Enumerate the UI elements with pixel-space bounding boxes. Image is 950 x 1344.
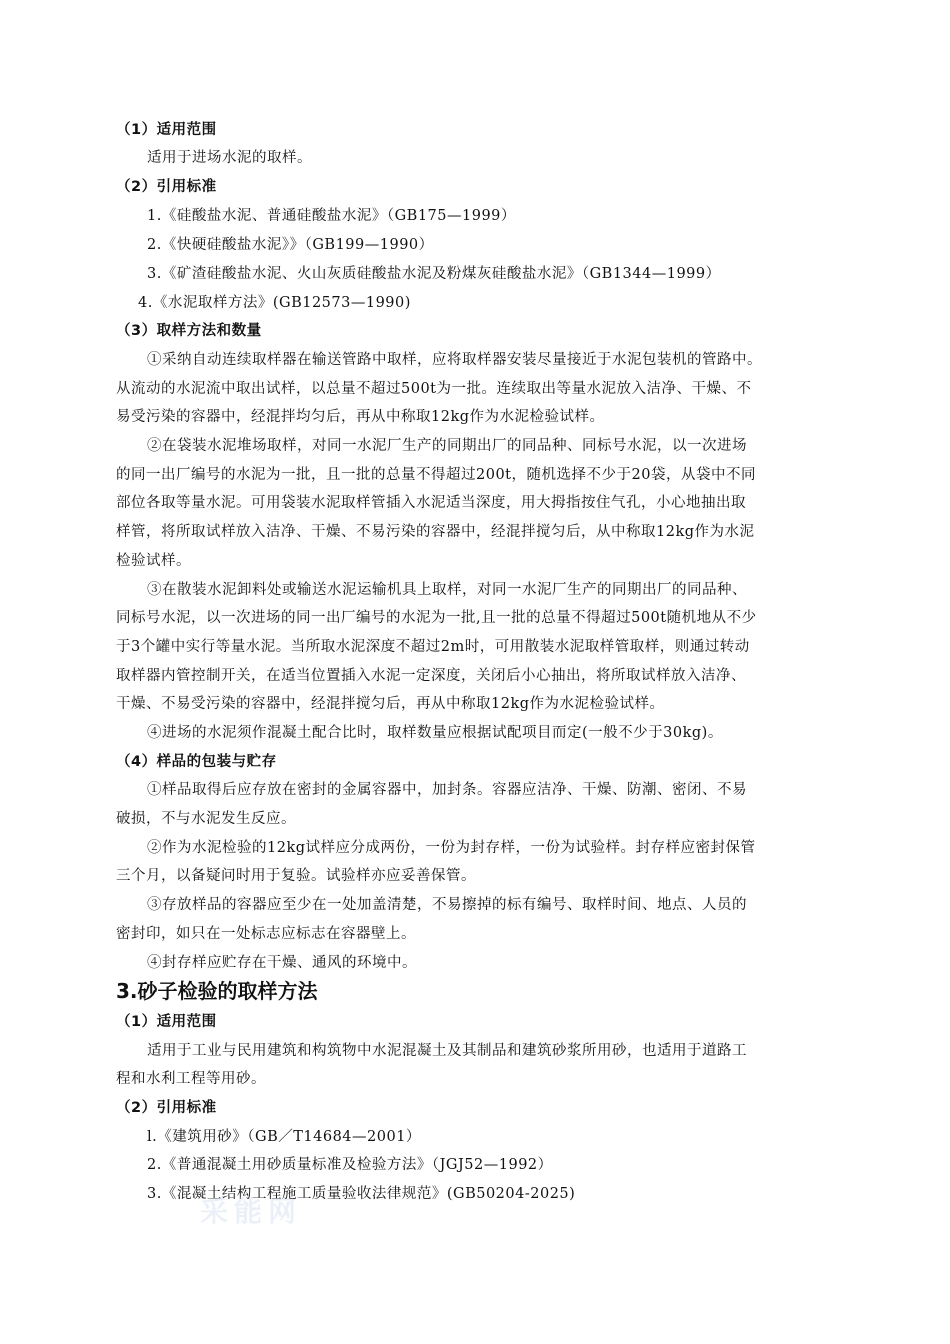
paragraph-line: ③存放样品的容器应至少在一处加盖清楚，不易擦掉的标有编号、取样时间、地点、人员的 xyxy=(147,897,747,913)
paragraph-line: ④封存样应贮存在干燥、通风的环境中。 xyxy=(147,955,417,971)
subheading-standards: （2）引用标准 xyxy=(116,1100,217,1116)
paragraph-line: ④进场的水泥须作混凝土配合比时，取样数量应根据试配项目而定(一般不少于30kg)。 xyxy=(147,725,723,741)
paragraph-line: 三个月，以备疑问时用于复验。试验样亦应妥善保管。 xyxy=(116,868,476,884)
paragraph-line: 易受污染的容器中，经混拌均匀后，再从中称取12kg作为水泥检验试样。 xyxy=(116,409,605,425)
paragraph-line: 密封印，如只在一处标志应标志在容器壁上。 xyxy=(116,926,416,942)
paragraph-line: 检验试样。 xyxy=(116,553,191,569)
standard-item: 1.《硅酸盐水泥、普通硅酸盐水泥》（GB175—1999） xyxy=(147,208,516,224)
subheading-scope: （1）适用范围 xyxy=(116,1014,217,1030)
paragraph-line: 于3个罐中实行等量水泥。当所取水泥深度不超过2m时，可用散装水泥取样管取样，则通过转动 xyxy=(116,639,750,655)
standard-item: l.《建筑用砂》（GB／T14684—2001） xyxy=(147,1129,421,1145)
paragraph-line: 破损，不与水泥发生反应。 xyxy=(116,811,296,827)
paragraph-line: 取样器内管控制开关，在适当位置插入水泥一定深度，关闭后小心抽出，将所取试样放入洁净、 xyxy=(116,668,746,684)
paragraph-line: ②在袋装水泥堆场取样，对同一水泥厂生产的同期出厂的同品种、同标号水泥，以一次进场 xyxy=(147,438,747,454)
subheading-storage: （4）样品的包装与贮存 xyxy=(116,754,277,770)
paragraph-line: ①采纳自动连续取样器在输送管路中取样，应将取样器安装尽量接近于水泥包装机的管路中。 xyxy=(147,352,762,368)
paragraph-line: 程和水利工程等用砂。 xyxy=(116,1071,266,1087)
standard-item: 3.《矿渣硅酸盐水泥、火山灰质硅酸盐水泥及粉煤灰硅酸盐水泥》（GB1344—1999） xyxy=(147,266,721,282)
paragraph-line: ①样品取得后应存放在密封的金属容器中，加封条。容器应洁净、干燥、防潮、密闭、不易 xyxy=(147,782,747,798)
paragraph-line: 干燥、不易受污染的容器中，经混拌搅匀后，再从中称取12kg作为水泥检验试样。 xyxy=(116,696,665,712)
subheading-standards: （2）引用标准 xyxy=(116,179,217,195)
standard-item: 2.《普通混凝土用砂质量标准及检验方法》（JGJ52—1992） xyxy=(147,1157,553,1173)
scope-text: 适用于进场水泥的取样。 xyxy=(147,150,312,166)
paragraph-line: 的同一出厂编号的水泥为一批，且一批的总量不得超过200t，随机选择不少于20袋，从袋中不同 xyxy=(116,467,756,483)
paragraph-line: ②作为水泥检验的12kg试样应分成两份，一份为封存样，一份为试验样。封存样应密封保管 xyxy=(147,840,756,856)
subheading-scope: （1）适用范围 xyxy=(116,122,217,138)
paragraph-line: 适用于工业与民用建筑和构筑物中水泥混凝土及其制品和建筑砂浆所用砂，也适用于道路工 xyxy=(147,1043,747,1059)
section-title: 3.砂子检验的取样方法 xyxy=(116,979,318,1003)
standard-item: 3.《混凝土结构工程施工质量验收法律规范》(GB50204-2025) xyxy=(147,1186,576,1202)
paragraph-line: 同标号水泥，以一次进场的同一出厂编号的水泥为一批,且一批的总量不得超过500t随机地从不少 xyxy=(116,610,757,626)
subheading-method: （3）取样方法和数量 xyxy=(116,323,262,339)
standard-item: 4.《水泥取样方法》(GB12573—1990) xyxy=(138,295,411,311)
paragraph-line: 样管，将所取试样放入洁净、干燥、不易污染的容器中，经混拌搅匀后，从中称取12kg作为水泥 xyxy=(116,524,755,540)
paragraph-line: 从流动的水泥流中取出试样，以总量不超过500t为一批。连续取出等量水泥放入洁净、干燥、不 xyxy=(116,381,752,397)
paragraph-line: ③在散装水泥卸料处或输送水泥运输机具上取样，对同一水泥厂生产的同期出厂的同品种、 xyxy=(147,582,747,598)
paragraph-line: 部位各取等量水泥。可用袋装水泥取样管插入水泥适当深度，用大拇指按住气孔，小心地抽出取 xyxy=(116,495,746,511)
standard-item: 2.《快硬硅酸盐水泥》》（GB199—1990） xyxy=(147,237,434,253)
watermark: 采能网 xyxy=(200,1195,303,1228)
